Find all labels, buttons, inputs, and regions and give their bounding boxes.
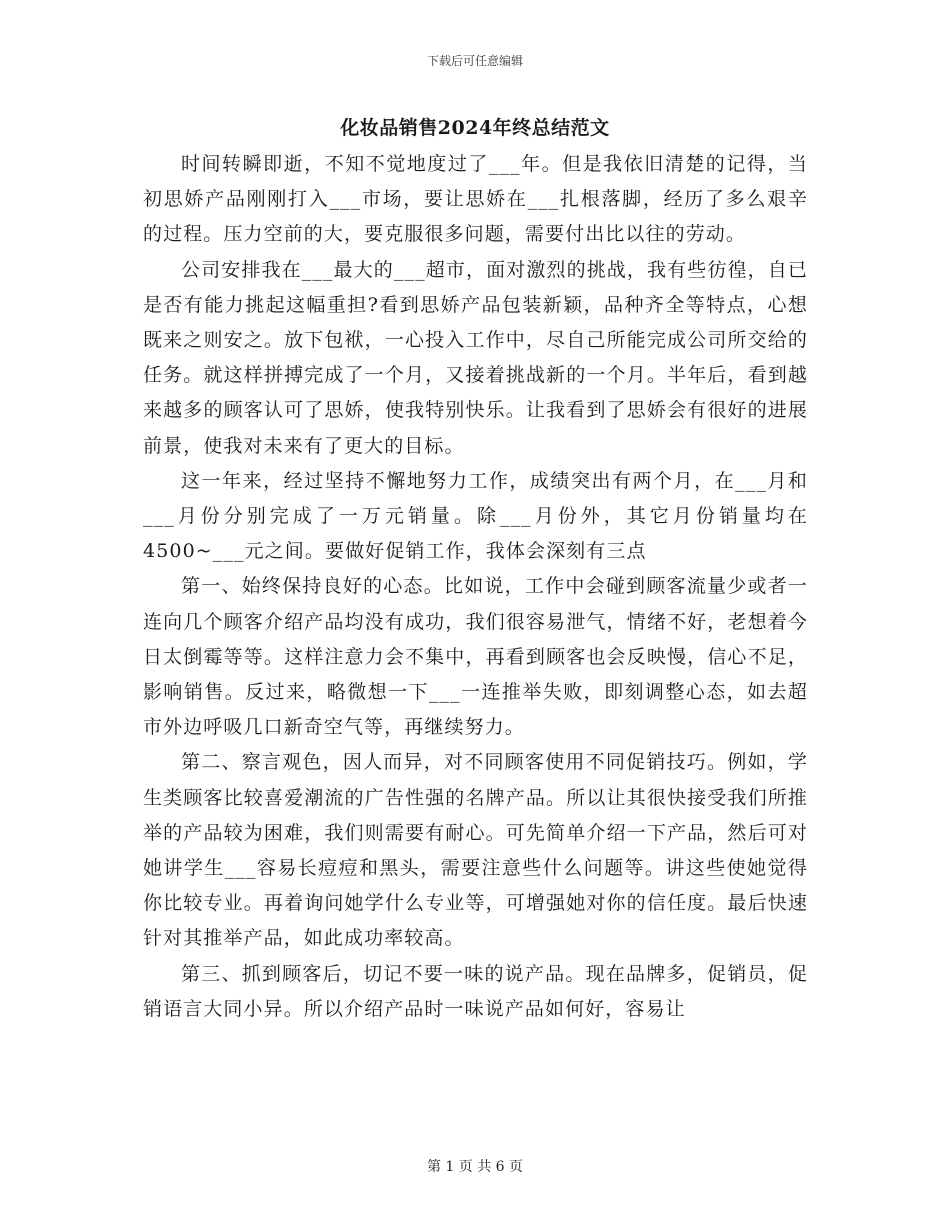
page-header-note: 下载后可任意编辑 — [426, 54, 523, 68]
document-body — [143, 147, 808, 1027]
paragraph-5: 第二、察言观色，因人而异，对不同顾客使用不同促销技巧。例如，学生类顾客比较喜爱潮流的广告性强的名牌产品。所以让其很快接受我们所推举的产品较为困难，我们则需要有耐心。可先简单介绍一下产品，然后可对她讲学生___容易长痘痘和黑头，需要注意些什么问题等。讲这些使她觉得你比较专业。再着询问她学什么专业等，可增强她对你的信任度。最后快速针对其推举产品，如此成功率较高。 — [143, 751, 808, 950]
document-title: 化妆品销售2024年终总结范文 — [340, 117, 610, 139]
paragraph-2: 公司安排我在___最大的___超市，面对激烈的挑战，我有些彷徨，自已是否有能力挑起这幅重担?看到思娇产品包装新颖，品种齐全等特点，心想既来之则安之。放下包袱，一心投入工作中，尽自己所能完成公司所交给的任务。就这样拼搏完成了一个月，又接着挑战新的一个月。半年后，看到越来越多的顾客认可了思娇，使我特别快乐。让我看到了思娇会有很好的进展前景，使我对未来有了更大的目标。 — [143, 258, 808, 457]
paragraph-3: 这一年来，经过坚持不懈地努力工作，成绩突出有两个月，在___月和___月份分别完成了一万元销量。除___月份外，其它月份销量均在4500~___元之间。要做好促销工作，我体会深刻有三点 — [143, 469, 808, 563]
paragraph-6: 第三、抓到顾客后，切记不要一味的说产品。现在品牌多，促销员，促销语言大同小异。所以介绍产品时一味说产品如何好，容易让 — [143, 962, 808, 1020]
paragraph-4: 第一、始终保持良好的心态。比如说，工作中会碰到顾客流量少或者一连向几个顾客介绍产品均没有成功，我们很容易泄气，情绪不好，老想着今日太倒霉等等。这样注意力会不集中，再看到顾客也会反映慢，信心不足，影响销售。反过来，略微想一下___一连推举失败，即刻调整心态，如去超市外边呼吸几口新奇空气等，再继续努力。 — [143, 575, 808, 739]
page-number-footer: 第 1 页 共 6 页 — [426, 1159, 524, 1175]
paragraph-1: 时间转瞬即逝，不知不觉地度过了___年。但是我依旧清楚的记得，当初思娇产品刚刚打入___市场，要让思娇在___扎根落脚，经历了多么艰辛的过程。压力空前的大，要克服很多问题，需要付出比以往的劳动。 — [143, 153, 808, 246]
